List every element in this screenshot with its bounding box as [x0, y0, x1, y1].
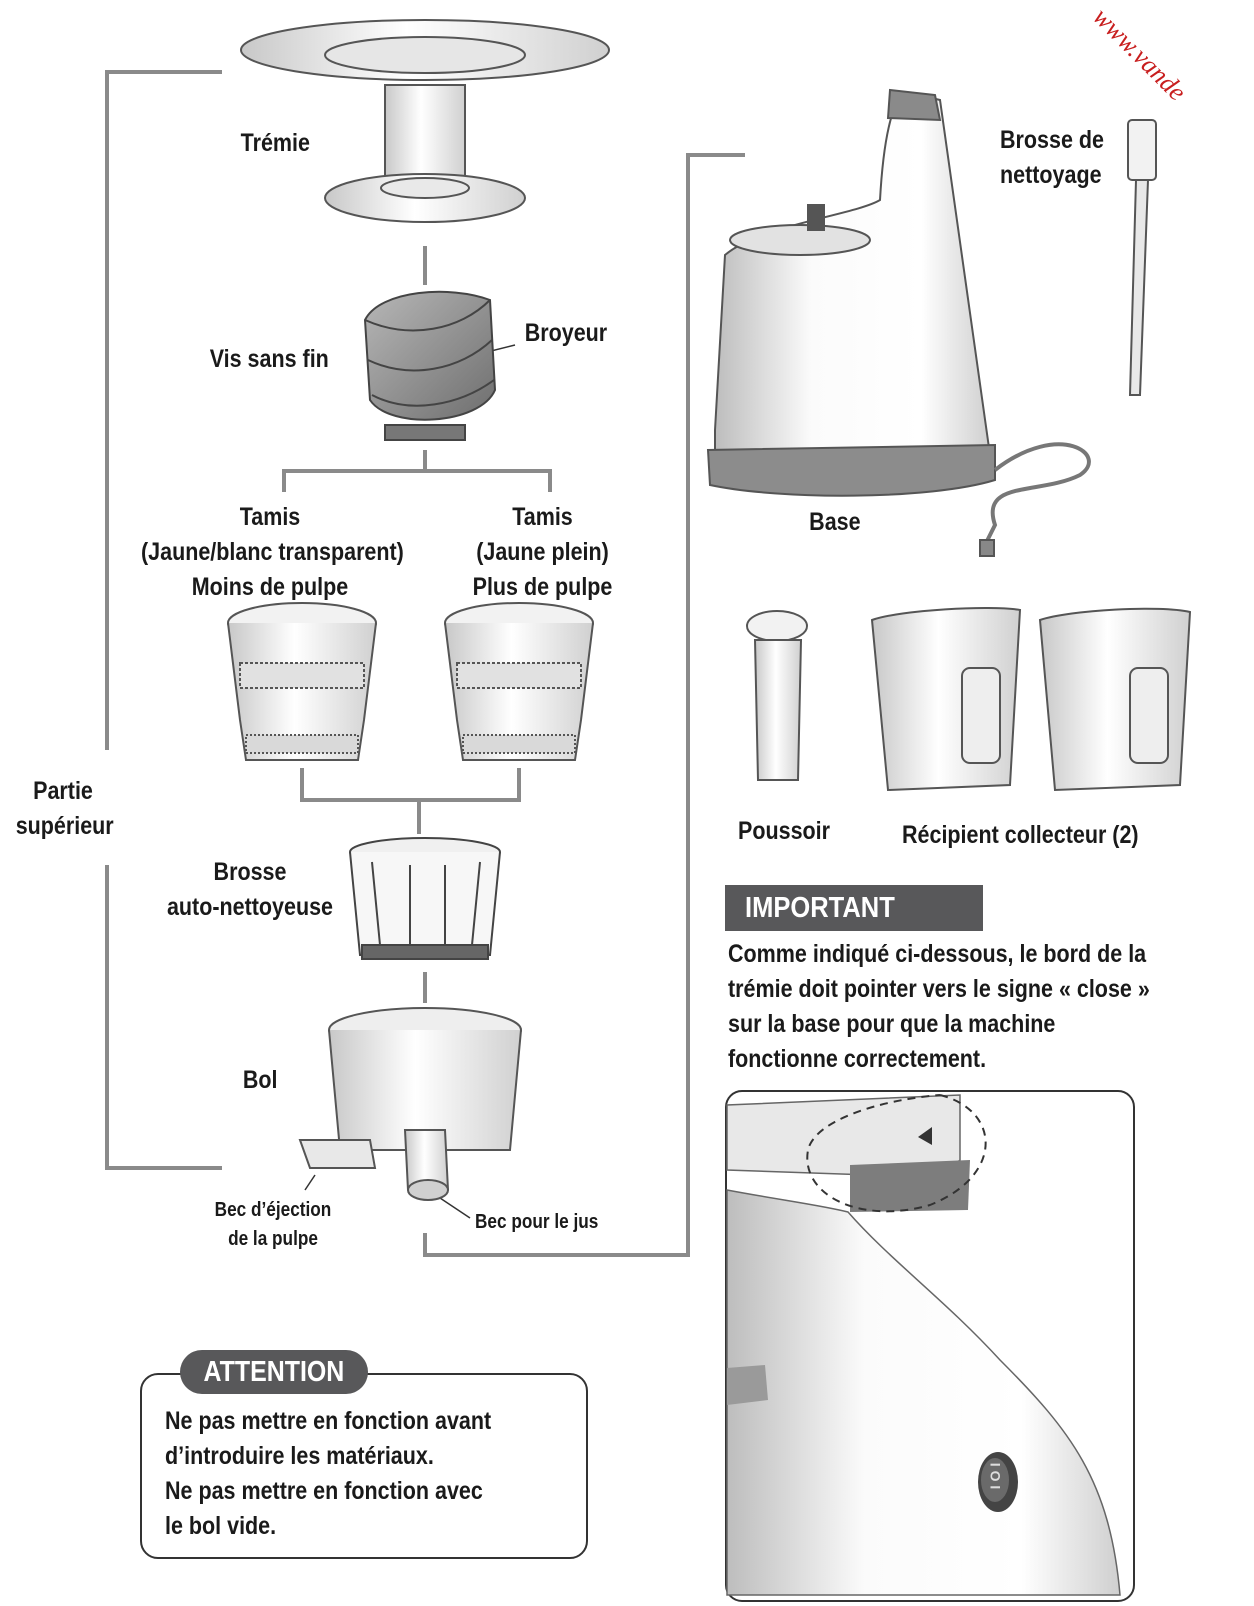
label-broyeur: Broyeur — [524, 319, 608, 347]
collector-cups-illustration — [872, 608, 1190, 790]
strainer-transparent-illustration — [228, 603, 376, 760]
attention-line-1: Ne pas mettre en fonction avant — [165, 1407, 492, 1435]
important-illustration — [726, 1091, 1134, 1601]
pusher-illustration — [747, 611, 807, 780]
attention-text — [165, 1404, 569, 1544]
attention-line-4: le bol vide. — [165, 1512, 277, 1540]
auger-illustration — [365, 292, 495, 440]
attention-title — [180, 1350, 368, 1394]
label-bol: Bol — [242, 1066, 278, 1094]
important-line-1: Comme indiqué ci-dessous, le bord de la — [728, 940, 1147, 968]
bowl-illustration — [300, 1008, 521, 1200]
hopper-illustration — [241, 20, 609, 222]
label-partie-superieur — [15, 774, 114, 844]
label-bec-ejection — [209, 1196, 338, 1254]
cleaning-brush-illustration — [1128, 120, 1156, 395]
label-tamis-transparent — [141, 500, 404, 605]
label-tamis-transparent-line3: Moins de pulpe — [191, 573, 349, 601]
important-line-4: fonctionne correctement. — [728, 1045, 987, 1073]
label-partie-superieur-line1: Partie — [33, 777, 93, 805]
important-title — [725, 885, 983, 931]
label-brosse-nettoyage — [1000, 123, 1104, 193]
self-cleaning-brush-illustration — [350, 838, 500, 959]
attention-line-2: d’introduire les matériaux. — [165, 1442, 434, 1470]
important-line-2: trémie doit pointer vers le signe « close » — [728, 975, 1150, 1003]
important-text — [728, 937, 1192, 1077]
label-tamis-transparent-line2: (Jaune/blanc transparent) — [141, 538, 404, 566]
attention-title-text: ATTENTION — [203, 1356, 345, 1388]
label-bec-ejection-line1: Bec d’éjection — [214, 1199, 332, 1221]
important-line-3: sur la base pour que la machine — [728, 1010, 1056, 1038]
attention-line-3: Ne pas mettre en fonction avec — [165, 1477, 483, 1505]
label-tremie: Trémie — [240, 129, 310, 157]
watermark-text: www.vande — [1087, 2, 1192, 107]
label-base: Base — [809, 508, 861, 536]
label-brosse-auto-line1: Brosse — [213, 858, 287, 886]
label-tamis-transparent-line1: Tamis — [239, 503, 301, 531]
strainer-solid-illustration — [445, 603, 593, 760]
label-tamis-plein — [463, 500, 622, 605]
label-vis-sans-fin: Vis sans fin — [209, 345, 329, 373]
label-bec-ejection-line2: de la pulpe — [228, 1228, 318, 1250]
important-title-text: IMPORTANT — [745, 892, 895, 924]
label-brosse-auto — [164, 855, 336, 925]
label-partie-superieur-line2: supérieur — [15, 812, 114, 840]
label-brosse-nettoyage-line1: Brosse de — [1000, 126, 1104, 154]
label-brosse-auto-line2: auto-nettoyeuse — [166, 893, 334, 921]
power-switch-label: I O I — [987, 1462, 1004, 1490]
label-brosse-nettoyage-line2: nettoyage — [1000, 161, 1102, 189]
label-poussoir: Poussoir — [738, 817, 831, 845]
label-recipient: Récipient collecteur (2) — [902, 821, 1139, 849]
label-tamis-plein-line1: Tamis — [512, 503, 573, 531]
label-bec-jus: Bec pour le jus — [475, 1211, 599, 1233]
label-tamis-plein-line2: (Jaune plein) — [476, 538, 609, 566]
label-tamis-plein-line3: Plus de pulpe — [472, 573, 613, 601]
